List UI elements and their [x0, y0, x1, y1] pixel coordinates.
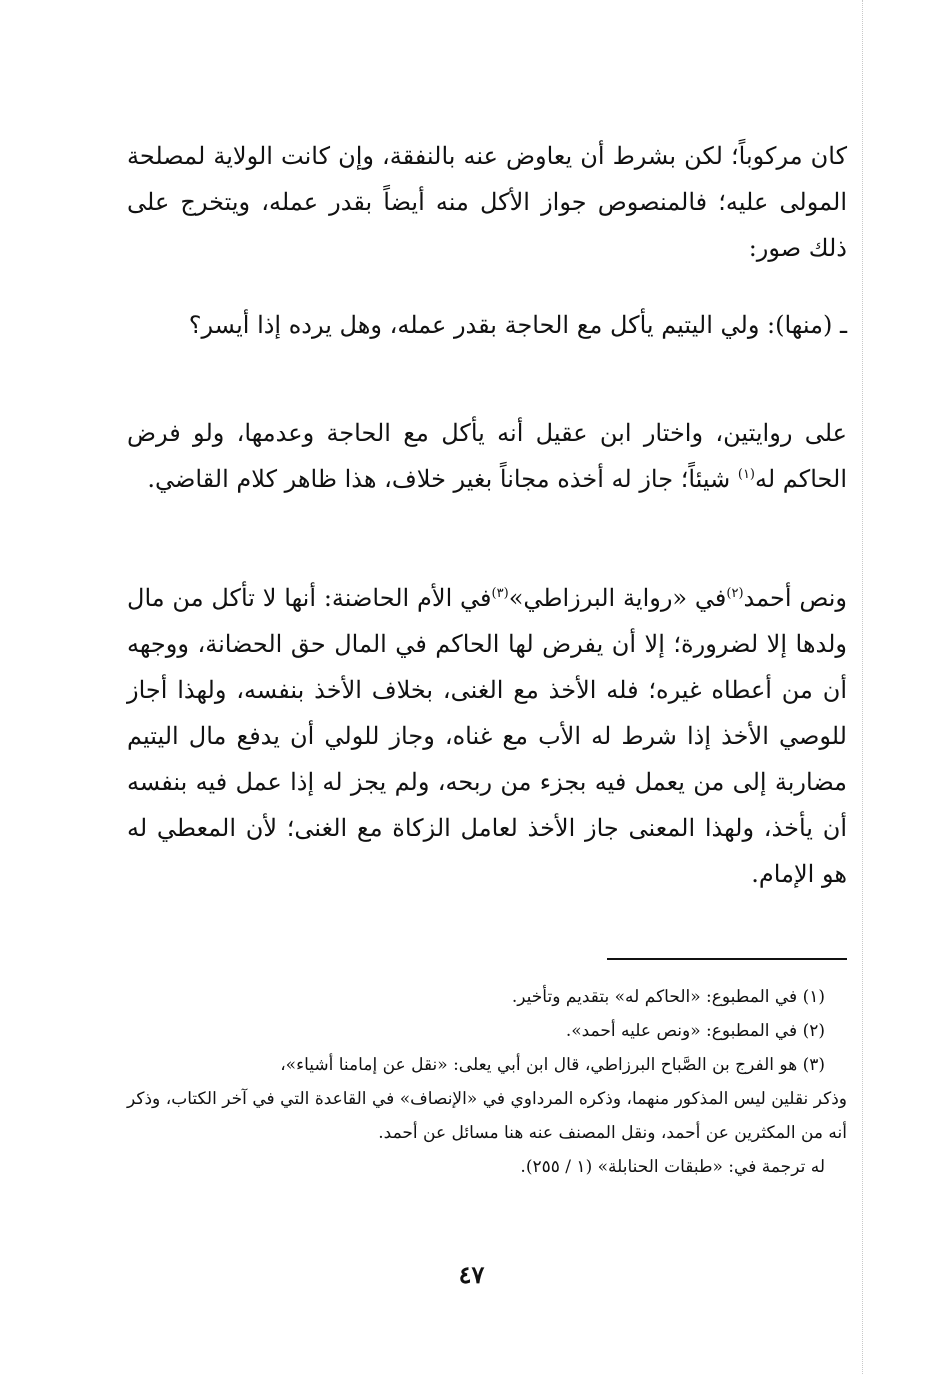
paragraph-4-text-b: في «رواية البرزاطي»: [508, 584, 727, 612]
footnote-2: (٢) في المطبوع: «ونص عليه أحمد».: [565, 1021, 825, 1041]
footnotes-section: [127, 980, 847, 1184]
paragraph-3: [127, 410, 847, 502]
paragraph-1-text: كان مركوباً؛ لكن بشرط أن يعاوض عنه بالنفقة، وإن كانت الولاية لمصلحة المولى عليه؛ فالمنصوص جواز الأكل منه أيضاً بقدر عمله، ويتخرج على ذلك صور:: [127, 142, 848, 262]
scan-edge: [862, 0, 863, 1374]
footnote-1: (١) في المطبوع: «الحاكم له» بتقديم وتأخير.: [511, 987, 825, 1007]
paragraph-2-text: ـ (منها): ولي اليتيم يأكل مع الحاجة بقدر عمله، وهل يرده إذا أيسر؟: [188, 311, 847, 339]
footnote-3-first-line: (٣) هو الفرج بن الصَّباح البرزاطي، قال ابن أبي يعلى: «نقل عن إمامنا أشياء»،: [280, 1055, 825, 1075]
paragraph-4: [127, 575, 847, 897]
footnote-ref-3[interactable]: (٣): [491, 586, 509, 601]
paragraph-4-text-a: ونص أحمد: [743, 584, 848, 612]
paragraph-4-text-c: في الأم الحاضنة: أنها لا تأكل من مال ولدها إلا لضرورة؛ إلا أن يفرض لها الحاكم في المال حق الحضانة، ووجهه أن من أعطاه غيره؛ فله الأخذ مع الغنى، بخلاف الأخذ بنفسه، ولهذا أجاز للوصي الأخذ إذا شرط له الأب مع غناه، وجاز للولي أن يدفع مال اليتيم مضاربة إلى من يعمل فيه بجزء من ربحه، ولم يجز له إذا عمل فيه بنفسه أن يأخذ، ولهذا المعنى جاز الأخذ لعامل الزكاة مع الغنى؛ لأن المعطي له هو الإمام.: [127, 584, 847, 888]
paragraph-3-text-a: على روايتين، واختار ابن عقيل أنه يأكل مع الحاجة وعدمها، ولو فرض الحاكم له: [127, 419, 848, 493]
footnote-ref-2[interactable]: (٢): [726, 586, 744, 601]
footnote-divider: [607, 958, 847, 960]
footnote-3-body: وذكر نقلين ليس المذكور منهما، وذكره المرداوي في «الإنصاف» في القاعدة التي في آخر الكتاب، وذكر أنه من المكثرين عن أحمد، ونقل المصنف عنه هنا مسائل عن أحمد.: [127, 1089, 847, 1143]
footnote-ref-1[interactable]: (١): [737, 467, 755, 482]
paragraph-1: [127, 133, 847, 271]
footnote-3-reference: له ترجمة في: «طبقات الحنابلة» (١ / ٢٥٥).: [520, 1157, 825, 1177]
paragraph-3-text-b: شيئاً؛ جاز له أخذه مجاناً بغير خلاف، هذا ظاهر كلام القاضي.: [147, 465, 738, 493]
paragraph-2: [127, 302, 847, 348]
page-number: ٤٧: [458, 1260, 485, 1289]
